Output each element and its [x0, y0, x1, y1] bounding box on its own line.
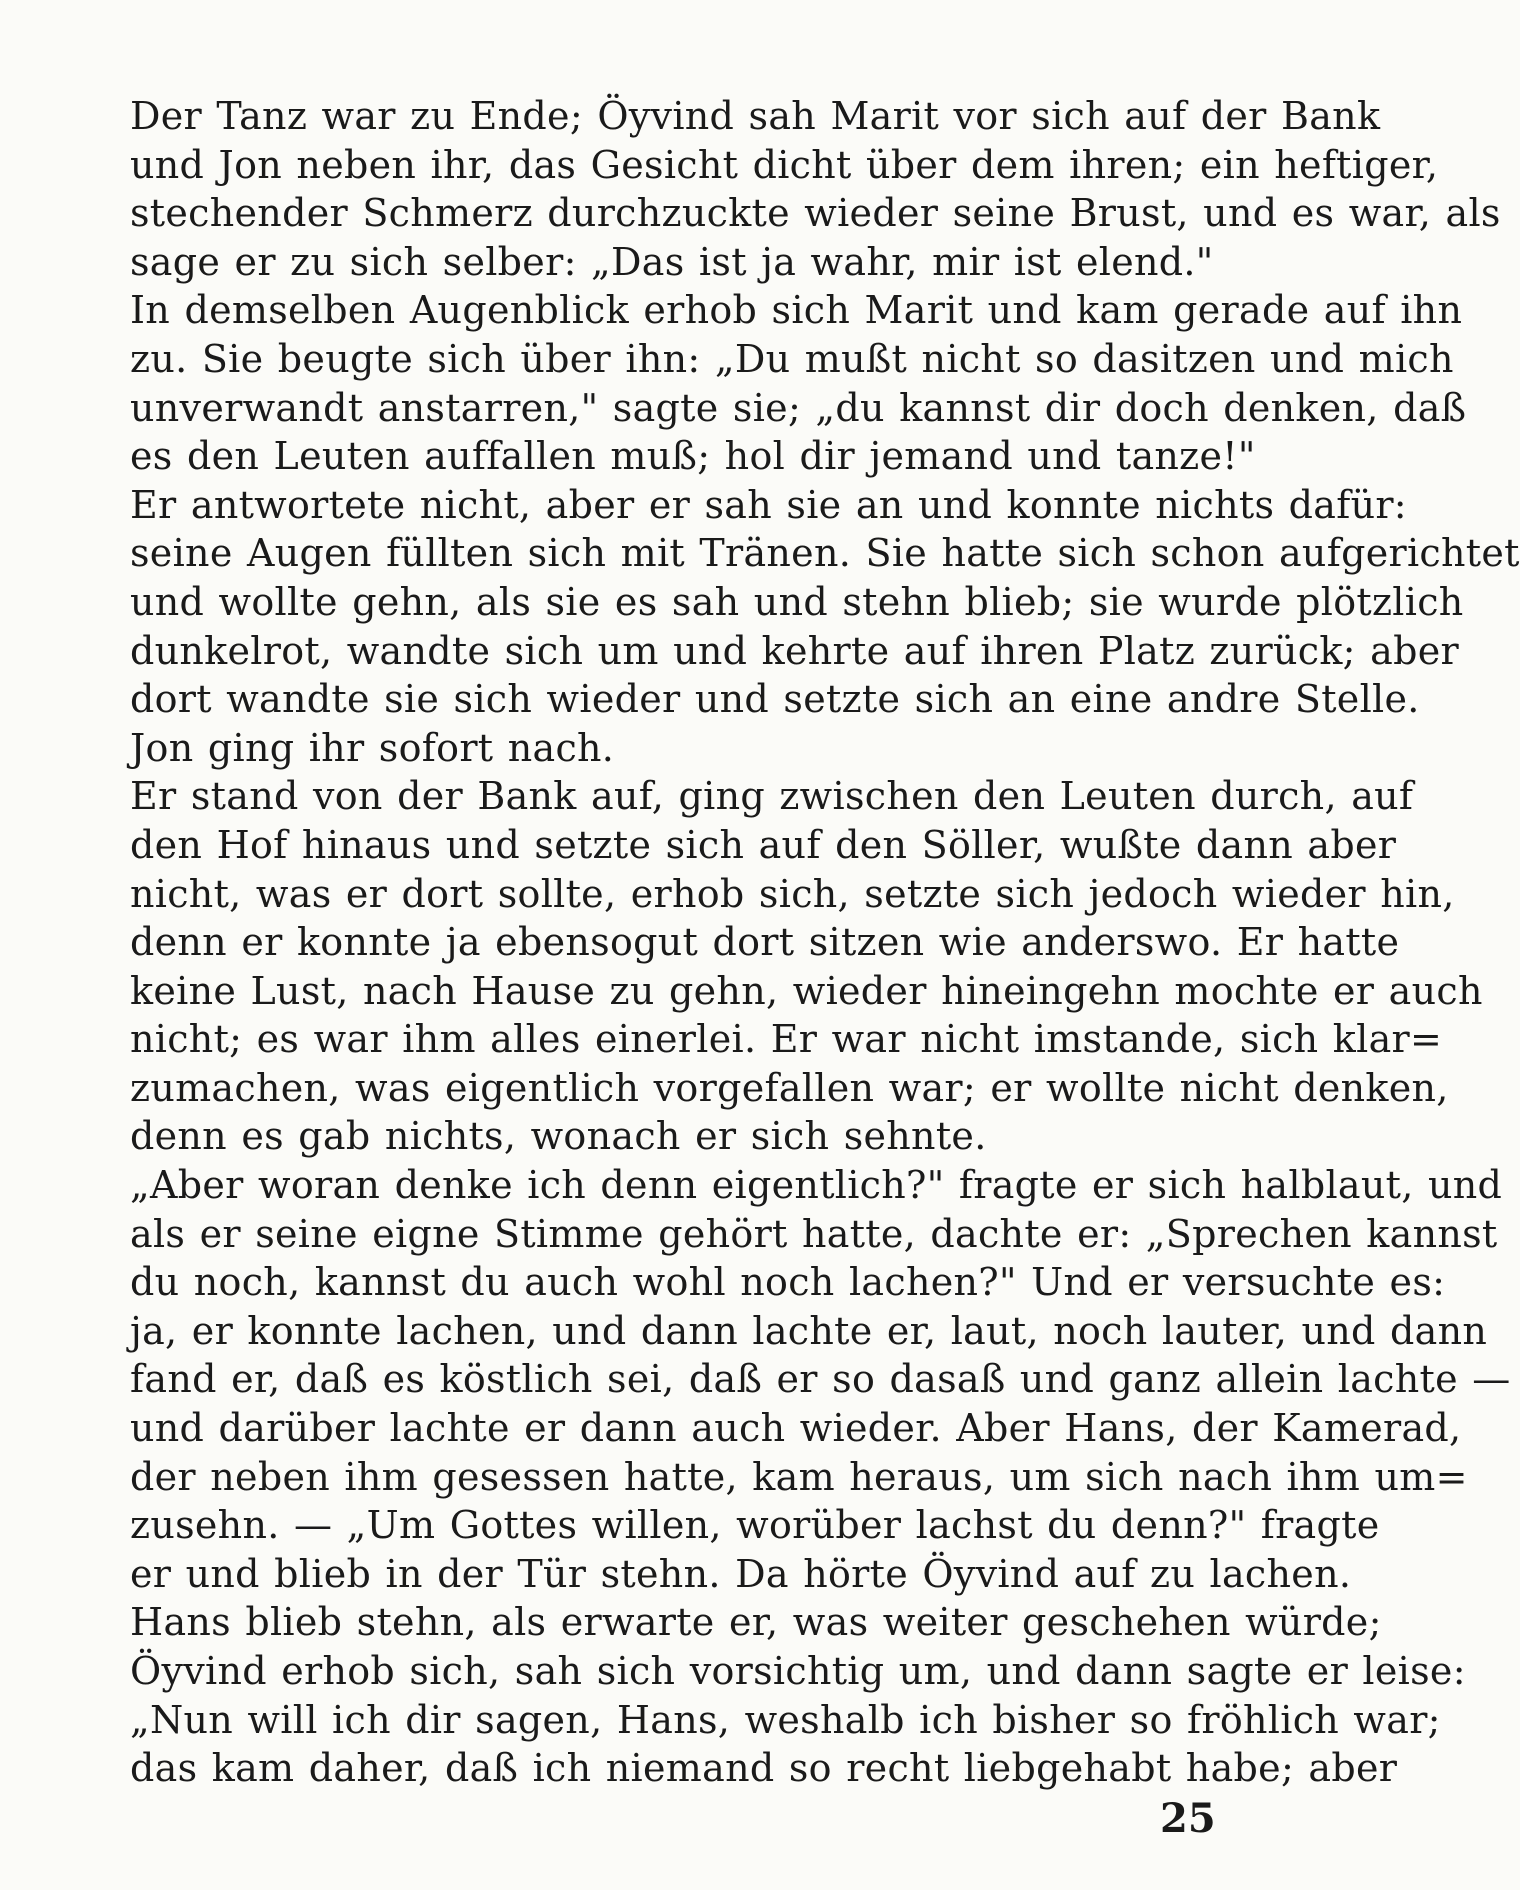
text-line: Er antwortete nicht, aber er sah sie an und konnte nichts dafür: [130, 482, 1407, 527]
text-line: Öyvind erhob sich, sah sich vorsichtig um, und dann sagte er leise: [130, 1649, 1466, 1693]
page-text [130, 92, 1520, 1793]
text-line: Hans blieb stehn, als erwarte er, was weiter geschehen würde; [130, 1600, 1382, 1645]
text-line: als er seine eigne Stimme gehört hatte, dachte er: „Sprechen kannst [130, 1211, 1498, 1256]
text-line: zu. Sie beugte sich über ihn: „Du mußt nicht so dasitzen und mich [130, 336, 1454, 381]
text-line: Der Tanz war zu Ende; Öyvind sah Marit vor sich auf der Bank [130, 94, 1381, 138]
text-line: seine Augen füllten sich mit Tränen. Sie hatte sich schon aufgerichtet [130, 531, 1520, 576]
text-line: ja, er konnte lachen, und dann lachte er, laut, noch lauter, und dann [130, 1308, 1488, 1353]
text-line: es den Leuten auffallen muß; hol dir jemand und tanze!" [130, 434, 1256, 479]
text-line: In demselben Augenblick erhob sich Marit und kam gerade auf ihn [130, 288, 1463, 333]
text-line: keine Lust, nach Hause zu gehn, wieder hineingehn mochte er auch [130, 968, 1483, 1013]
page-number: 25 [1160, 1795, 1216, 1842]
text-line: unverwandt anstarren," sagte sie; „du kannst dir doch denken, daß [130, 385, 1467, 430]
text-line: und darüber lachte er dann auch wieder. Aber Hans, der Kamerad, [130, 1406, 1462, 1451]
text-line: „Nun will ich dir sagen, Hans, weshalb ich bisher so fröhlich war; [130, 1697, 1441, 1742]
text-line: „Aber woran denke ich denn eigentlich?" fragte er sich halblaut, und [130, 1163, 1503, 1208]
text-line: Er stand von der Bank auf, ging zwischen den Leuten durch, auf [130, 774, 1414, 819]
text-line: dunkelrot, wandte sich um und kehrte auf ihren Platz zurück; aber [130, 628, 1459, 673]
text-line: stechender Schmerz durchzuckte wieder seine Brust, und es war, als [130, 191, 1501, 236]
text-line: du noch, kannst du auch wohl noch lachen?" Und er versuchte es: [130, 1260, 1446, 1305]
text-line: denn es gab nichts, wonach er sich sehnte. [130, 1114, 987, 1159]
text-line: zusehn. — „Um Gottes willen, worüber lachst du denn?" fragte [130, 1503, 1380, 1548]
text-line: er und blieb in der Tür stehn. Da hörte Öyvind auf zu lachen. [130, 1551, 1352, 1596]
text-line: das kam daher, daß ich niemand so recht liebgehabt habe; aber [130, 1746, 1398, 1791]
text-line: zumachen, was eigentlich vorgefallen war; er wollte nicht denken, [130, 1065, 1449, 1110]
text-line: und wollte gehn, als sie es sah und stehn blieb; sie wurde plötzlich [130, 579, 1464, 624]
text-line: sage er zu sich selber: „Das ist ja wahr, mir ist elend." [130, 239, 1214, 284]
text-line: dort wandte sie sich wieder und setzte sich an eine andre Stelle. [130, 677, 1420, 722]
text-line: und Jon neben ihr, das Gesicht dicht über dem ihren; ein heftiger, [130, 142, 1439, 187]
text-line: nicht, was er dort sollte, erhob sich, setzte sich jedoch wieder hin, [130, 871, 1455, 916]
text-line: fand er, daß es köstlich sei, daß er so dasaß und ganz allein lachte — [130, 1357, 1511, 1402]
text-line: den Hof hinaus und setzte sich auf den Söller, wußte dann aber [130, 822, 1397, 867]
text-line: Jon ging ihr sofort nach. [130, 725, 615, 770]
text-line: denn er konnte ja ebensogut dort sitzen wie anderswo. Er hatte [130, 920, 1400, 965]
text-line: der neben ihm gesessen hatte, kam heraus, um sich nach ihm um= [130, 1454, 1468, 1499]
text-line: nicht; es war ihm alles einerlei. Er war nicht imstande, sich klar= [130, 1017, 1443, 1062]
